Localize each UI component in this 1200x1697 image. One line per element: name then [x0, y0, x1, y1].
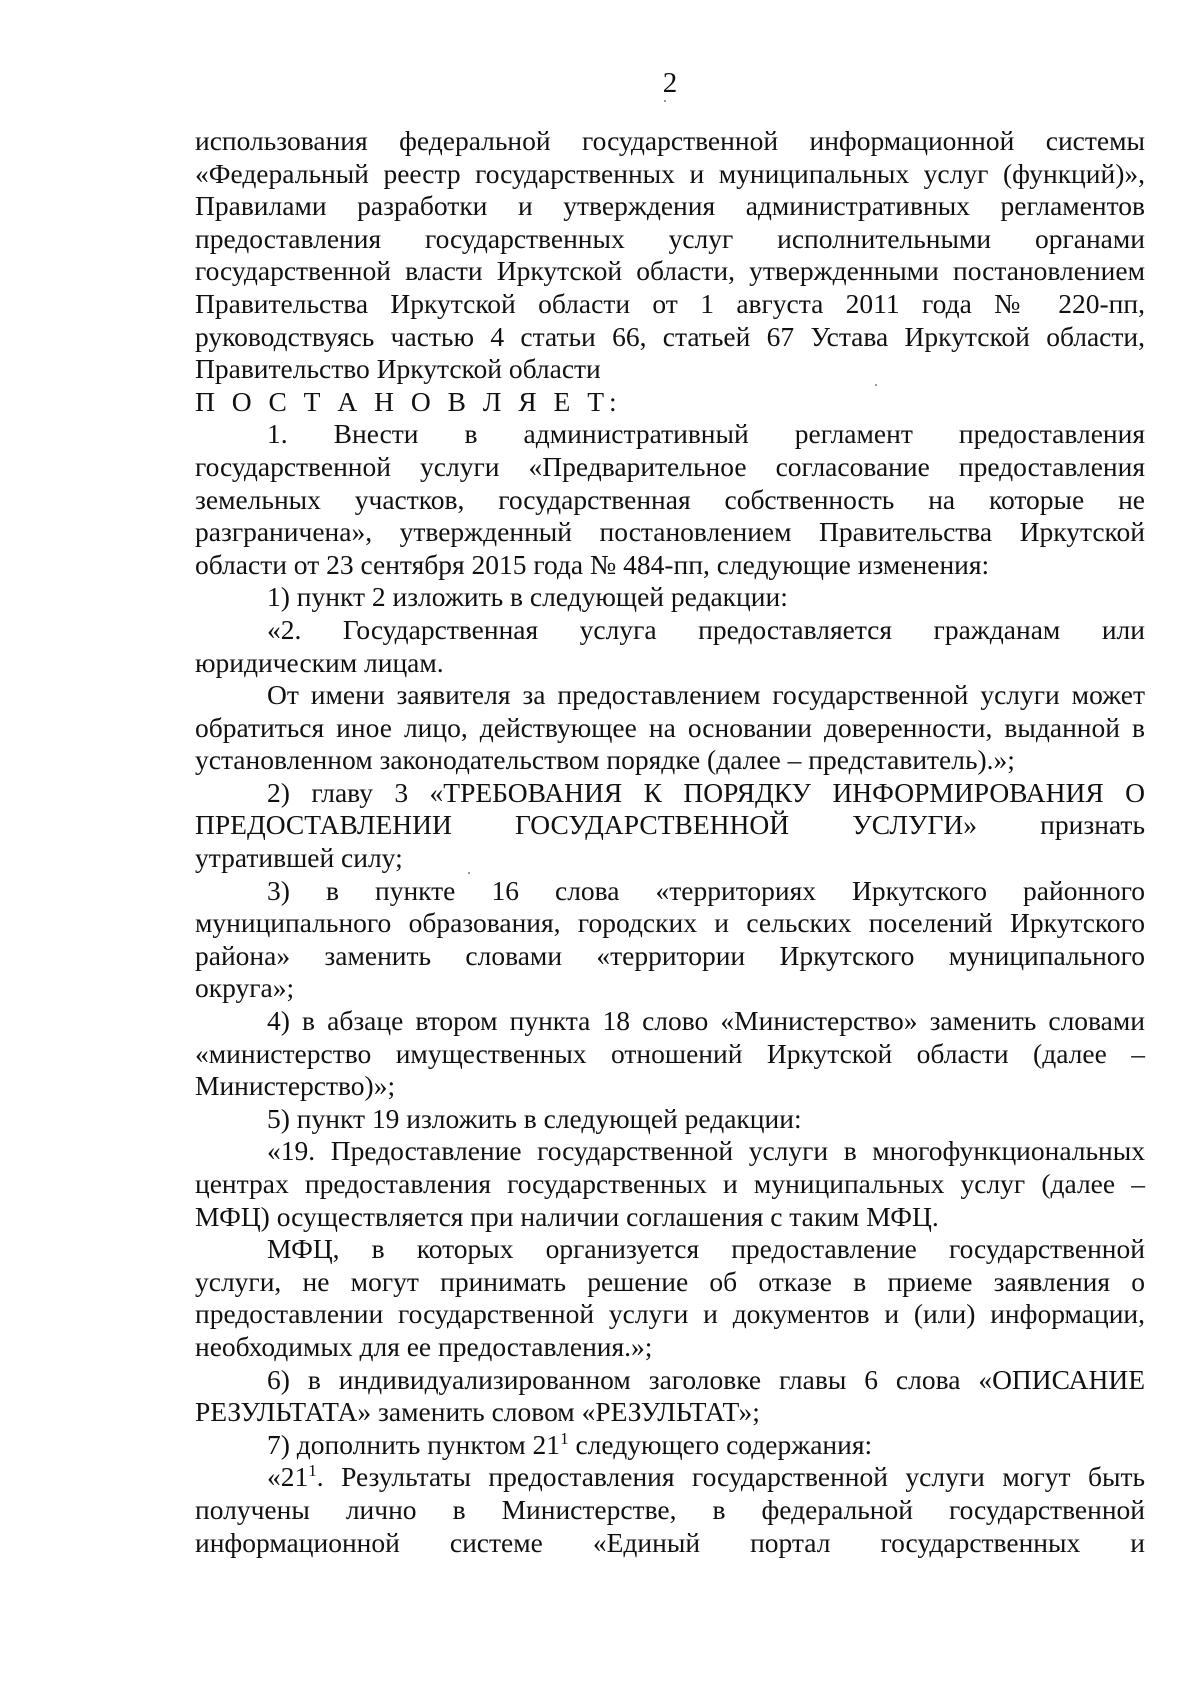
text-line: Министерство)»; — [195, 1070, 396, 1102]
text-line: государственной власти Иркутской области, утвержденными постановлением — [195, 255, 1145, 287]
text-line: МФЦ) осуществляется при наличии соглашения с таким МФЦ. — [195, 1200, 939, 1232]
text-line: «2. Государственная услуга предоставляется гражданам или — [267, 613, 1145, 645]
text-line: 1) пункт 2 изложить в следующей редакции: — [267, 581, 788, 613]
scan-speck — [664, 100, 666, 102]
text-line: «Федеральный реестр государственных и муниципальных услуг (функций)», — [195, 157, 1145, 189]
text-line: получены лично в Министерстве, в федеральной государственной — [195, 1493, 1145, 1525]
text-line: ПРЕДОСТАВЛЕНИИ ГОСУДАРСТВЕННОЙ УСЛУГИ» признать — [195, 809, 1145, 841]
text-fragment: «21 — [267, 1461, 309, 1493]
text-line: центрах предоставления государственных и муниципальных услуг (далее – — [195, 1168, 1145, 1199]
text-line: руководствуясь частью 4 статьи 66, статьей 67 Устава Иркутской области, — [195, 320, 1145, 352]
page-number: 2 — [662, 67, 678, 99]
text-line: 2) главу 3 «ТРЕБОВАНИЯ К ПОРЯДКУ ИНФОРМИРОВАНИЯ О — [267, 776, 1145, 808]
scan-speck — [875, 384, 877, 386]
text-line: муниципального образования, городских и сельских поселений Иркутского — [195, 907, 1145, 939]
text-fragment: 7) дополнить пунктом 21 — [267, 1428, 561, 1460]
text-fragment: следующего содержания: — [568, 1428, 873, 1460]
text-line: От имени заявителя за предоставлением государственной услуги может — [267, 679, 1145, 711]
text-line: разграничена», утвержденный постановлением Правительства Иркутской — [195, 516, 1145, 548]
text-line — [195, 1461, 1145, 1494]
text-line: предоставления государственных услуг исполнительными органами — [195, 222, 1145, 254]
text-line: 6) в индивидуализированном заголовке главы 6 слова «ОПИСАНИЕ — [267, 1363, 1145, 1395]
text-line: обратиться иное лицо, действующее на основании доверенности, выданной в — [195, 711, 1145, 743]
text-line — [195, 1429, 1145, 1462]
text-line: утратившей силу; — [195, 842, 403, 874]
text-line: государственной услуги «Предварительное согласование предоставления — [195, 450, 1145, 482]
text-line: Правительство Иркутской области — [195, 353, 601, 385]
scan-speck — [468, 872, 470, 874]
text-line: предоставлении государственной услуги и документов и (или) информации, — [195, 1298, 1145, 1330]
text-line: установленном законодательством порядке (далее – представитель).»; — [195, 744, 1015, 776]
decree-heading: П О С Т А Н О В Л Я Е Т: — [195, 385, 622, 417]
text-line: округа»; — [195, 972, 295, 1004]
text-line: Правительства Иркутской области от 1 августа 2011 года № 220-пп, — [195, 287, 1145, 319]
text-line: информационной системе «Единый портал государственных и — [195, 1526, 1145, 1558]
text-line: 1. Внести в административный регламент предоставления — [267, 418, 1145, 450]
superscript: 1 — [308, 1461, 317, 1481]
text-line: услуги, не могут принимать решение об отказе в приеме заявления о — [195, 1265, 1145, 1297]
text-line: юридическим лицам. — [195, 646, 444, 678]
text-line: области от 23 сентября 2015 года № 484-пп, следующие изменения: — [195, 548, 990, 580]
document-body — [195, 125, 1145, 1559]
text-line: земельных участков, государственная собственность на которые не — [195, 483, 1145, 515]
text-line: 5) пункт 19 изложить в следующей редакции: — [267, 1102, 802, 1134]
text-line: РЕЗУЛЬТАТА» заменить словом «РЕЗУЛЬТАТ»; — [195, 1396, 760, 1428]
text-line: 4) в абзаце втором пункта 18 слово «Министерство» заменить словами — [267, 1005, 1145, 1037]
text-line: «19. Предоставление государственной услуги в многофункциональных — [267, 1135, 1145, 1167]
text-line: необходимых для ее предоставления.»; — [195, 1330, 653, 1362]
text-line: района» заменить словами «территории Иркутского муниципального — [195, 939, 1145, 971]
text-fragment: . Результаты предоставления государственной услуги могут быть — [316, 1461, 1145, 1493]
text-line: 3) в пункте 16 слова «территориях Иркутского районного — [267, 874, 1145, 906]
text-line: использования федеральной государственной информационной системы — [195, 125, 1145, 156]
text-line: МФЦ, в которых организуется предоставление государственной — [267, 1233, 1145, 1265]
text-line: Правилами разработки и утверждения административных регламентов — [195, 190, 1145, 222]
superscript: 1 — [560, 1428, 569, 1448]
text-line: «министерство имущественных отношений Иркутской области (далее – — [195, 1037, 1145, 1069]
